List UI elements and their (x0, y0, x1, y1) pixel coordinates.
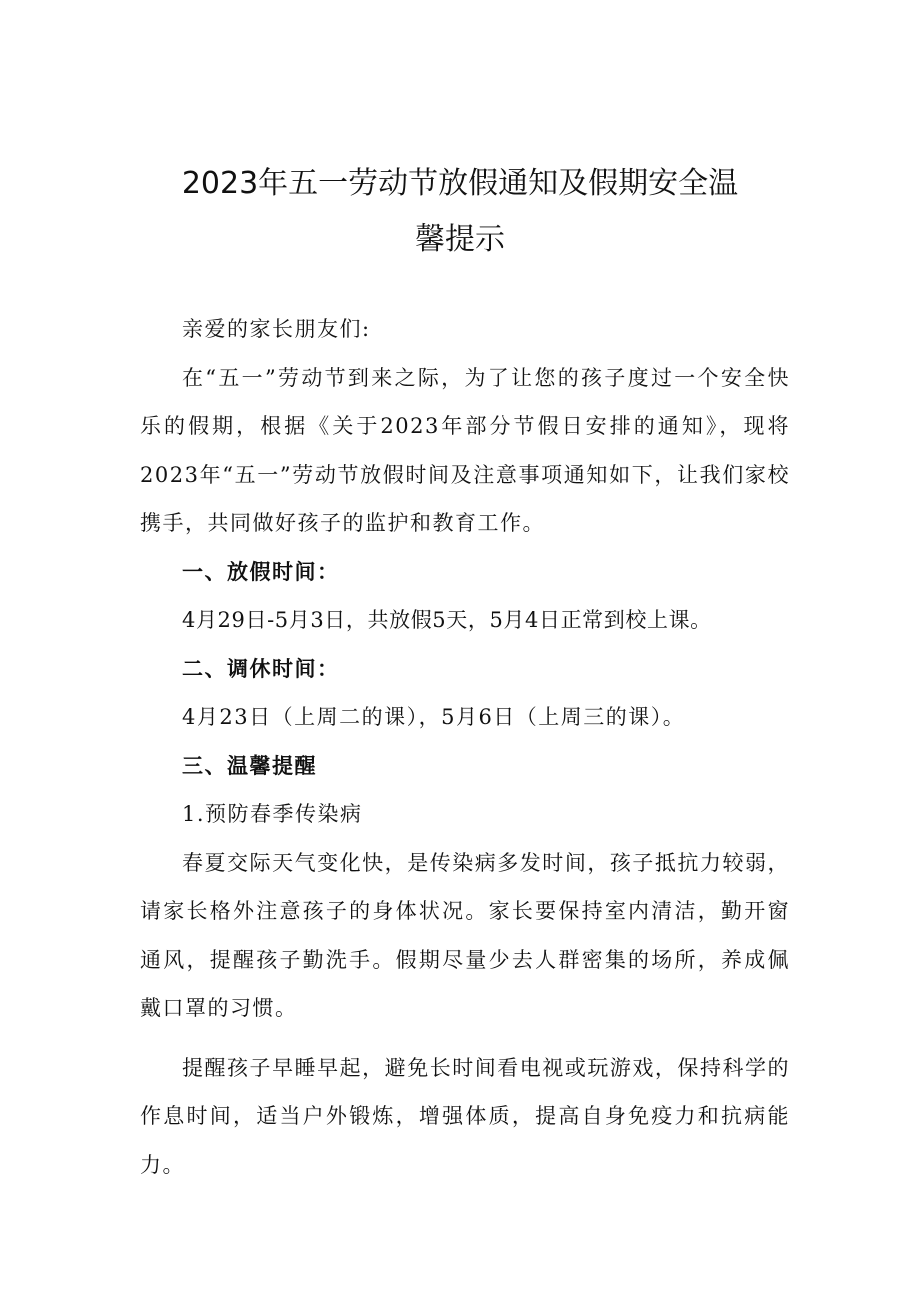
section-heading-makeup-days: 二、调休时间： (182, 656, 340, 681)
reminder-paragraph-1: 春夏交际天气变化快，是传染病多发时间，孩子抵抗力较弱，请家长格外注意孩子的身体状况。家长要保持室内清洁，勤开窗通风，提醒孩子勤洗手。假期尽量少去人群密集的场所，养成佩戴口罩的习惯。 (140, 850, 790, 1020)
document-title (140, 156, 780, 268)
salutation: 亲爱的家长朋友们: (182, 317, 371, 341)
title-line-2: 馨提示 (415, 222, 505, 257)
section-heading-reminders: 三、温馨提醒 (182, 753, 317, 778)
holiday-time-text: 4月29日-5月3日，共放假5天，5月4日正常到校上课。 (182, 608, 712, 632)
reminder-paragraph-2: 提醒孩子早睡早起，避免长时间看电视或玩游戏，保持科学的作息时间，适当户外锻炼，增强体质，提高自身免疫力和抗病能力。 (140, 1055, 790, 1177)
makeup-days-text: 4月23日（上周二的课），5月6日（上周三的课）。 (182, 705, 686, 729)
intro-paragraph: 在“五一”劳动节到来之际，为了让您的孩子度过一个安全快乐的假期，根据《关于2023年部分节假日安排的通知》，现将2023年“五一”劳动节放假时间及注意事项通知如下，让我们家校携手，共同做好孩子的监护和教育工作。 (140, 365, 790, 535)
document-body (140, 305, 790, 1189)
reminder-item-title: 1.预防春季传染病 (182, 802, 363, 826)
section-heading-holiday-time: 一、放假时间： (182, 559, 340, 584)
title-line-1: 2023年五一劳动节放假通知及假期安全温 (181, 166, 739, 201)
